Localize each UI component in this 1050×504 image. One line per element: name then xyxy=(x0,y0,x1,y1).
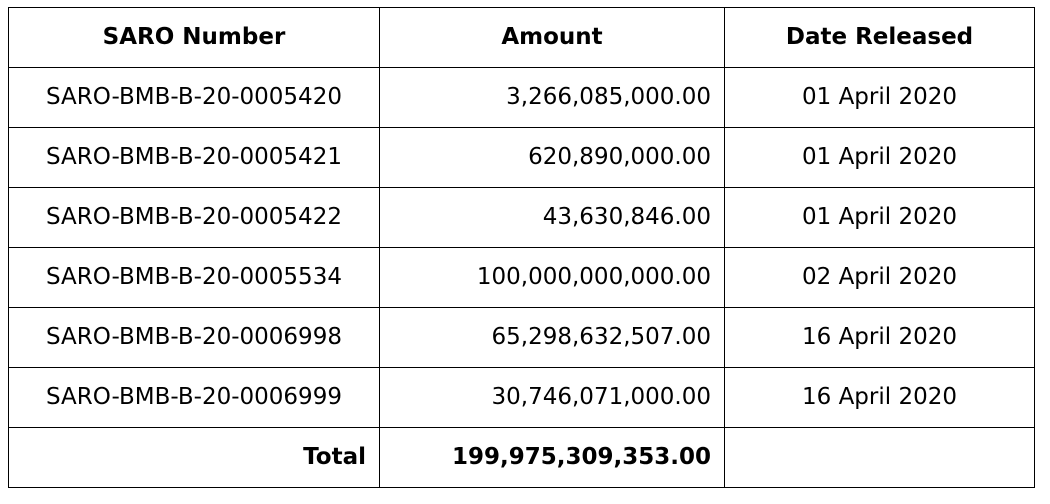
table-row xyxy=(9,68,1035,128)
amount-cell: 43,630,846.00 xyxy=(380,188,725,248)
date-released-cell: 01 April 2020 xyxy=(725,188,1035,248)
amount-cell: 100,000,000,000.00 xyxy=(380,248,725,308)
table-row xyxy=(9,308,1035,368)
total-label: Total xyxy=(9,428,380,488)
saro-number-cell: SARO-BMB-B-20-0006999 xyxy=(9,368,380,428)
date-released-cell: 01 April 2020 xyxy=(725,68,1035,128)
table-row xyxy=(9,188,1035,248)
table-row xyxy=(9,128,1035,188)
saro-number-cell: SARO-BMB-B-20-0006998 xyxy=(9,308,380,368)
saro-number-cell: SARO-BMB-B-20-0005420 xyxy=(9,68,380,128)
amount-cell: 620,890,000.00 xyxy=(380,128,725,188)
header-amount: Amount xyxy=(380,8,725,68)
table-row xyxy=(9,368,1035,428)
total-date-cell xyxy=(725,428,1035,488)
saro-table xyxy=(8,7,1035,488)
amount-cell: 3,266,085,000.00 xyxy=(380,68,725,128)
saro-number-cell: SARO-BMB-B-20-0005421 xyxy=(9,128,380,188)
total-amount: 199,975,309,353.00 xyxy=(380,428,725,488)
table-header-row xyxy=(9,8,1035,68)
date-released-cell: 16 April 2020 xyxy=(725,368,1035,428)
date-released-cell: 02 April 2020 xyxy=(725,248,1035,308)
date-released-cell: 16 April 2020 xyxy=(725,308,1035,368)
date-released-cell: 01 April 2020 xyxy=(725,128,1035,188)
header-date-released: Date Released xyxy=(725,8,1035,68)
total-row xyxy=(9,428,1035,488)
saro-number-cell: SARO-BMB-B-20-0005534 xyxy=(9,248,380,308)
amount-cell: 30,746,071,000.00 xyxy=(380,368,725,428)
saro-number-cell: SARO-BMB-B-20-0005422 xyxy=(9,188,380,248)
table-row xyxy=(9,248,1035,308)
amount-cell: 65,298,632,507.00 xyxy=(380,308,725,368)
header-saro-number: SARO Number xyxy=(9,8,380,68)
